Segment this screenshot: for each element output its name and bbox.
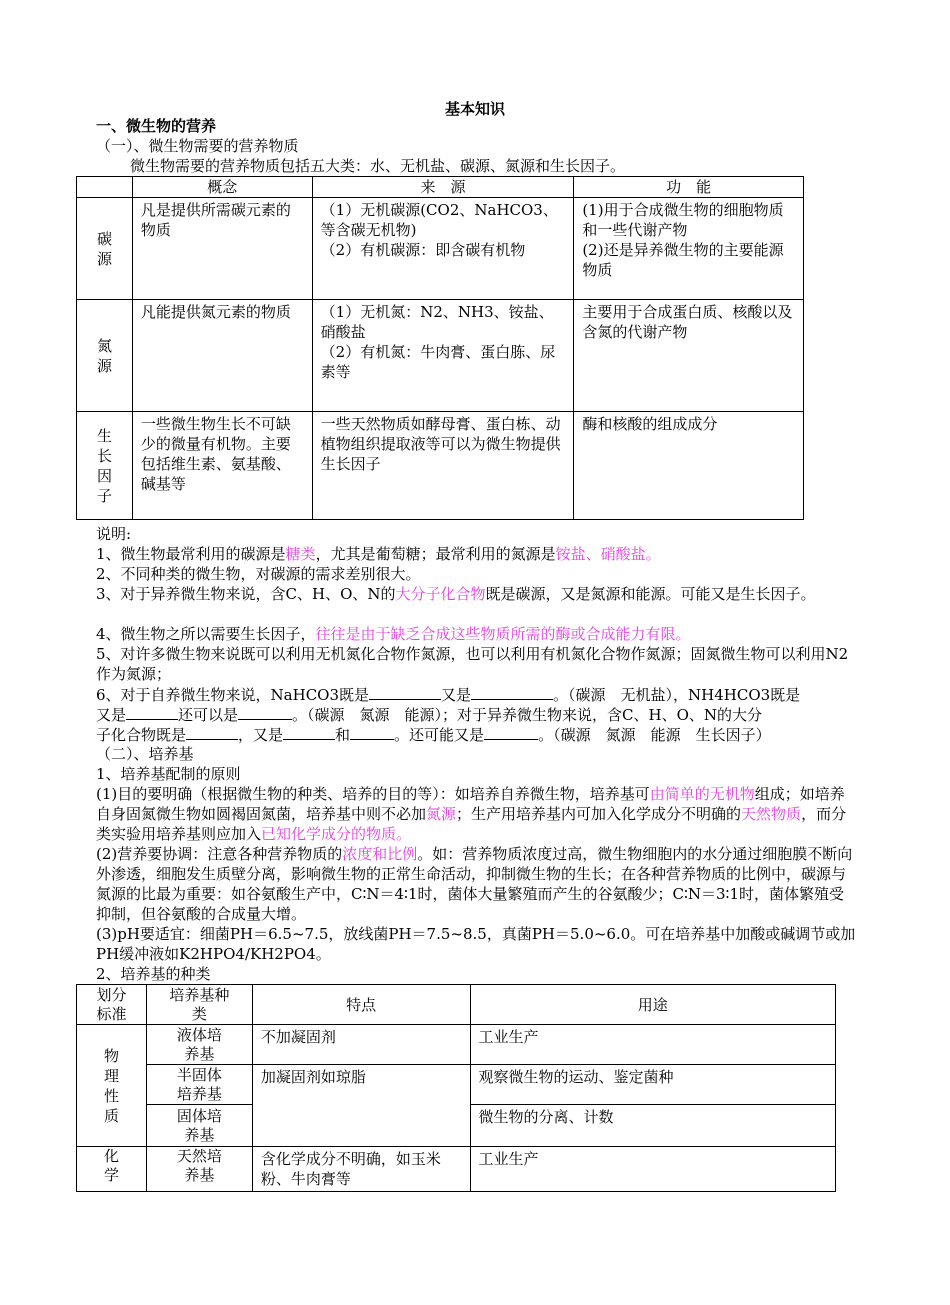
- table-row: [77, 1065, 836, 1105]
- header-empty: [77, 177, 133, 198]
- cell-feature: 不加凝固剂: [252, 1025, 470, 1065]
- source-line: （1）无机氮：N2、NH3、铵盐、硝酸盐: [320, 303, 554, 341]
- row-label-growth-factor: 生长因子: [77, 412, 133, 520]
- principle-2: (2)营养要协调：注意各种营养物质的浓度和比例。如：营养物质浓度过高，微生物细胞内的水分通过细胞膜不断向外渗透，细胞发生质壁分离，影响微生物的正常生命活动，抑制微生物的生长；在各种营养物质的比例中，碳源与氮源的比最为重要：如谷氨酸生产中，C∶N＝4∶1时，菌体大量繁殖而产生的谷氨酸少；C∶N＝3∶1时，菌体繁殖受抑制，但谷氨酸的合成量大增。: [96, 845, 853, 923]
- highlight-text: 天然物质: [741, 805, 802, 823]
- subsection-heading-nutrients: （一）、微生物需要的营养物质: [96, 137, 299, 155]
- cell-function: 酶和核酸的组成成分: [574, 412, 804, 520]
- table-row: [77, 1147, 836, 1192]
- cell-kind: 液体培养基: [146, 1025, 252, 1065]
- cell-feature: 含化学成分不明确，如玉米粉、牛肉膏等: [252, 1147, 470, 1192]
- cell-source: [312, 300, 574, 412]
- header-medium-type: 培养基种类: [146, 985, 252, 1025]
- header-source: 来 源: [312, 177, 574, 198]
- table-row: [77, 1025, 836, 1065]
- principle-1: (1)目的要明确（根据微生物的种类、培养的目的等）：如培养自养微生物，培养基可由简单的无机物组成；如培养自身固氮微生物如圆褐固氮菌，培养基中则不必加氮源；生产用培养基内可加入化学成分不明确的天然物质，而分类实验用培养基则应加入已知化学成分的物质。: [96, 785, 847, 843]
- cell-use: 观察微生物的运动、鉴定菌种: [470, 1065, 835, 1105]
- nutrient-table: [76, 176, 804, 520]
- cell-concept: 凡是提供所需碳元素的物质: [132, 198, 312, 300]
- note-3: 3、对于异养微生物来说，含C、H、O、N的大分子化合物既是碳源，又是氮源和能源。可能又是生长因子。: [96, 585, 816, 603]
- group-physical: 物理性质: [77, 1025, 147, 1147]
- cell-concept: 一些微生物生长不可缺少的微量有机物。主要包括维生素、氨基酸、碱基等: [132, 412, 312, 520]
- cell-kind: 半固体培养基: [146, 1065, 252, 1105]
- source-line: （2）有机氮：牛肉膏、蛋白胨、尿素等: [320, 343, 556, 381]
- row-label-nitrogen: 氮源: [77, 300, 133, 412]
- highlight-text: 由简单的无机物: [649, 785, 755, 803]
- cell-use: 微生物的分离、计数: [470, 1105, 835, 1147]
- highlight-text: 大分子化合物: [395, 585, 486, 603]
- highlight-text: 往往是由于缺乏合成这些物质所需的酶或合成能力有限。: [315, 625, 691, 643]
- cell-kind: 天然培养基: [146, 1147, 252, 1192]
- highlight-text: 铵盐、硝酸盐。: [555, 545, 661, 563]
- notes-heading: 说明:: [96, 525, 132, 543]
- fill-blank[interactable]: [471, 684, 553, 700]
- header-use: 用途: [470, 985, 835, 1025]
- source-line: （2）有机碳源：即含碳有机物: [320, 241, 526, 259]
- header-criterion: 划分标准: [77, 985, 147, 1025]
- group-chemical: 化学: [77, 1147, 147, 1192]
- table-row: [77, 412, 804, 520]
- source-line: （1）无机碳源(CO2、NaHCO3、等含碳无机物): [320, 201, 558, 239]
- cell-source: 一些天然物质如酵母膏、蛋白栋、动植物组织提取液等可以为微生物提供生长因子: [312, 412, 574, 520]
- fill-blank[interactable]: [484, 724, 538, 740]
- cell-function: 主要用于合成蛋白质、核酸以及含氮的代谢产物: [574, 300, 804, 412]
- page-title: 基本知识: [444, 100, 505, 118]
- fill-blank[interactable]: [369, 684, 441, 700]
- principle-3: (3)pH要适宜：细菌PH＝6.5~7.5，放线菌PH＝7.5~8.5，真菌PH＝5.0~6.0。可在培养基中加酸或碱调节或加PH缓冲液如K2HPO4/KH2PO4。: [96, 925, 856, 963]
- intro-paragraph: 微生物需要的营养物质包括五大类：水、无机盐、碳源、氮源和生长因子。: [130, 157, 626, 175]
- principle-heading: 1、培养基配制的原则: [96, 765, 241, 783]
- medium-types-table: [76, 984, 836, 1192]
- header-function: 功 能: [574, 177, 804, 198]
- function-line: (1)用于合成微生物的细胞物质和一些代谢产物: [582, 201, 784, 239]
- header-feature: 特点: [252, 985, 470, 1025]
- table-header-row: [77, 985, 836, 1025]
- cell-feature: 加凝固剂如琼脂: [252, 1065, 470, 1147]
- cell-function: [574, 198, 804, 300]
- note-2: 2、不同种类的微生物，对碳源的需求差别很大。: [96, 565, 421, 583]
- note-6-line-1: 6、对于自养微生物来说，NaHCO3既是 又是 。（碳源 无机盐），NH4HCO3既是: [96, 686, 801, 704]
- highlight-text: 氮源: [426, 805, 457, 823]
- cell-kind: 固体培养基: [146, 1105, 252, 1147]
- section-heading-nutrition: 一、微生物的营养: [96, 117, 217, 135]
- header-concept: 概念: [132, 177, 312, 198]
- highlight-text: 糖类: [285, 545, 316, 563]
- table-row: [77, 198, 804, 300]
- row-label-carbon: 碳源: [77, 198, 133, 300]
- cell-use: 工业生产: [470, 1147, 835, 1192]
- fill-blank[interactable]: [350, 724, 394, 740]
- fill-blank[interactable]: [126, 704, 178, 720]
- note-6-line-3: 子化合物既是 ，又是 和 。还可能又是 。（碳源 氮源 能源 生长因子）: [96, 726, 771, 744]
- medium-types-heading: 2、培养基的种类: [96, 965, 211, 983]
- function-line: (2)还是异养微生物的主要能源物质: [582, 241, 784, 279]
- fill-blank[interactable]: [238, 704, 292, 720]
- fill-blank[interactable]: [283, 724, 335, 740]
- note-4: 4、微生物之所以需要生长因子，往往是由于缺乏合成这些物质所需的酶或合成能力有限。: [96, 625, 691, 643]
- subsection-heading-medium: （二）、培养基: [96, 745, 194, 763]
- table-header-row: [77, 177, 804, 198]
- highlight-text: 浓度和比例: [342, 845, 418, 863]
- cell-use: 工业生产: [470, 1025, 835, 1065]
- fill-blank[interactable]: [186, 724, 238, 740]
- note-5: 5、对许多微生物来说既可以利用无机氮化合物作氮源，也可以利用有机氮化合物作氮源；固氮微生物可以利用N2作为氮源；: [96, 645, 849, 683]
- note-6-line-2: 又是 还可以是 。（碳源 氮源 能源）；对于异养微生物来说，含C、H、O、N的大分: [96, 706, 763, 724]
- table-row: [77, 300, 804, 412]
- highlight-text: 已知化学成分的物质。: [261, 825, 412, 843]
- cell-source: [312, 198, 574, 300]
- cell-concept: 凡能提供氮元素的物质: [132, 300, 312, 412]
- note-1: 1、微生物最常利用的碳源是糖类，尤其是葡萄糖；最常利用的氮源是铵盐、硝酸盐。: [96, 545, 661, 563]
